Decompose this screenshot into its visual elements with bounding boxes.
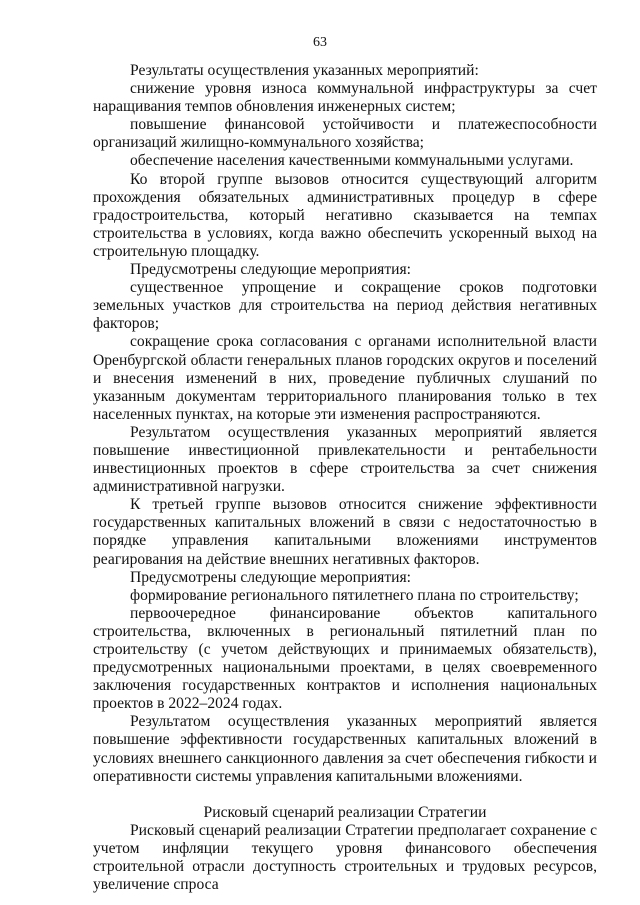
page-number: 63: [313, 35, 327, 50]
paragraph-measures-heading-2: Предусмотрены следующие мероприятия:: [130, 568, 412, 586]
paragraph-investment-result: Результатом осуществления указанных мероприятий является повышение инвестиционной привлекательности и рентабельности инвестиционных проектов в сфере строительства за счет снижения административной нагрузки.: [93, 423, 597, 496]
paragraph-utility-services: обеспечение населения качественными коммунальными услугами.: [130, 152, 574, 170]
paragraph-land-preparation: существенное упрощение и сокращение сроков подготовки земельных участков для строительства на период действия негативных факторов;: [93, 279, 597, 333]
paragraph-efficiency-result: Результатом осуществления указанных мероприятий является повышение эффективности государственных капитальных вложений в условиях внешнего санкционного давления за счет обеспечения гибкости и оперативности системы управления капитальными вложениями.: [93, 713, 597, 785]
paragraph-approval-reduction: сокращение срока согласования с органами исполнительной власти Оренбургской области генеральных планов городских округов и поселений и внесения изменений в них, проведение публичных слушаний по указанным документам территориального планирования только в тех населенных пунктах, на которые эти изменения распространяются.: [93, 333, 597, 423]
paragraph-second-challenge: Ко второй группе вызовов относится существующий алгоритм прохождения обязательных административных процедур в сфере градостроительства, который негативно сказывается на темпах строительства в условиях, когда важно обеспечить ускоренный выход на строительную площадку.: [93, 170, 597, 260]
paragraph-third-challenge: К третьей группе вызовов относится снижение эффективности государственных капитальных вложений в связи с недостаточностью в порядке управления капитальными вложениями инструментов реагирования на действие внешних негативных факторов.: [93, 496, 597, 568]
paragraph-risk-scenario: Рисковый сценарий реализации Стратегии предполагает сохранение с учетом инфляции текущего уровня финансового обеспечения строительной отрасли доступность строительных и трудовых ресурсов, увеличение спроса: [93, 821, 597, 894]
section-heading: Рисковый сценарий реализации Стратегии: [203, 803, 487, 821]
document-body: [93, 62, 597, 894]
paragraph-infrastructure-wear: снижение уровня износа коммунальной инфраструктуры за счет наращивания темпов обновления инженерных систем;: [93, 80, 597, 116]
paragraph-results-intro: Результаты осуществления указанных мероприятий:: [130, 62, 479, 79]
paragraph-financial-stability: повышение финансовой устойчивости и платежеспособности организаций жилищно-коммунального хозяйства;: [93, 116, 597, 152]
paragraph-five-year-plan: формирование регионального пятилетнего плана по строительству;: [130, 586, 579, 604]
paragraph-measures-heading-1: Предусмотрены следующие мероприятия:: [130, 261, 412, 279]
paragraph-priority-financing: первоочередное финансирование объектов капитального строительства, включенных в региональный пятилетний план по строительству (с учетом действующих и принимаемых обязательств), предусмотренных национальными проектами, в целях своевременного заключения государственных контрактов и исполнения национальных проектов в 2022–2024 годах.: [93, 604, 597, 713]
